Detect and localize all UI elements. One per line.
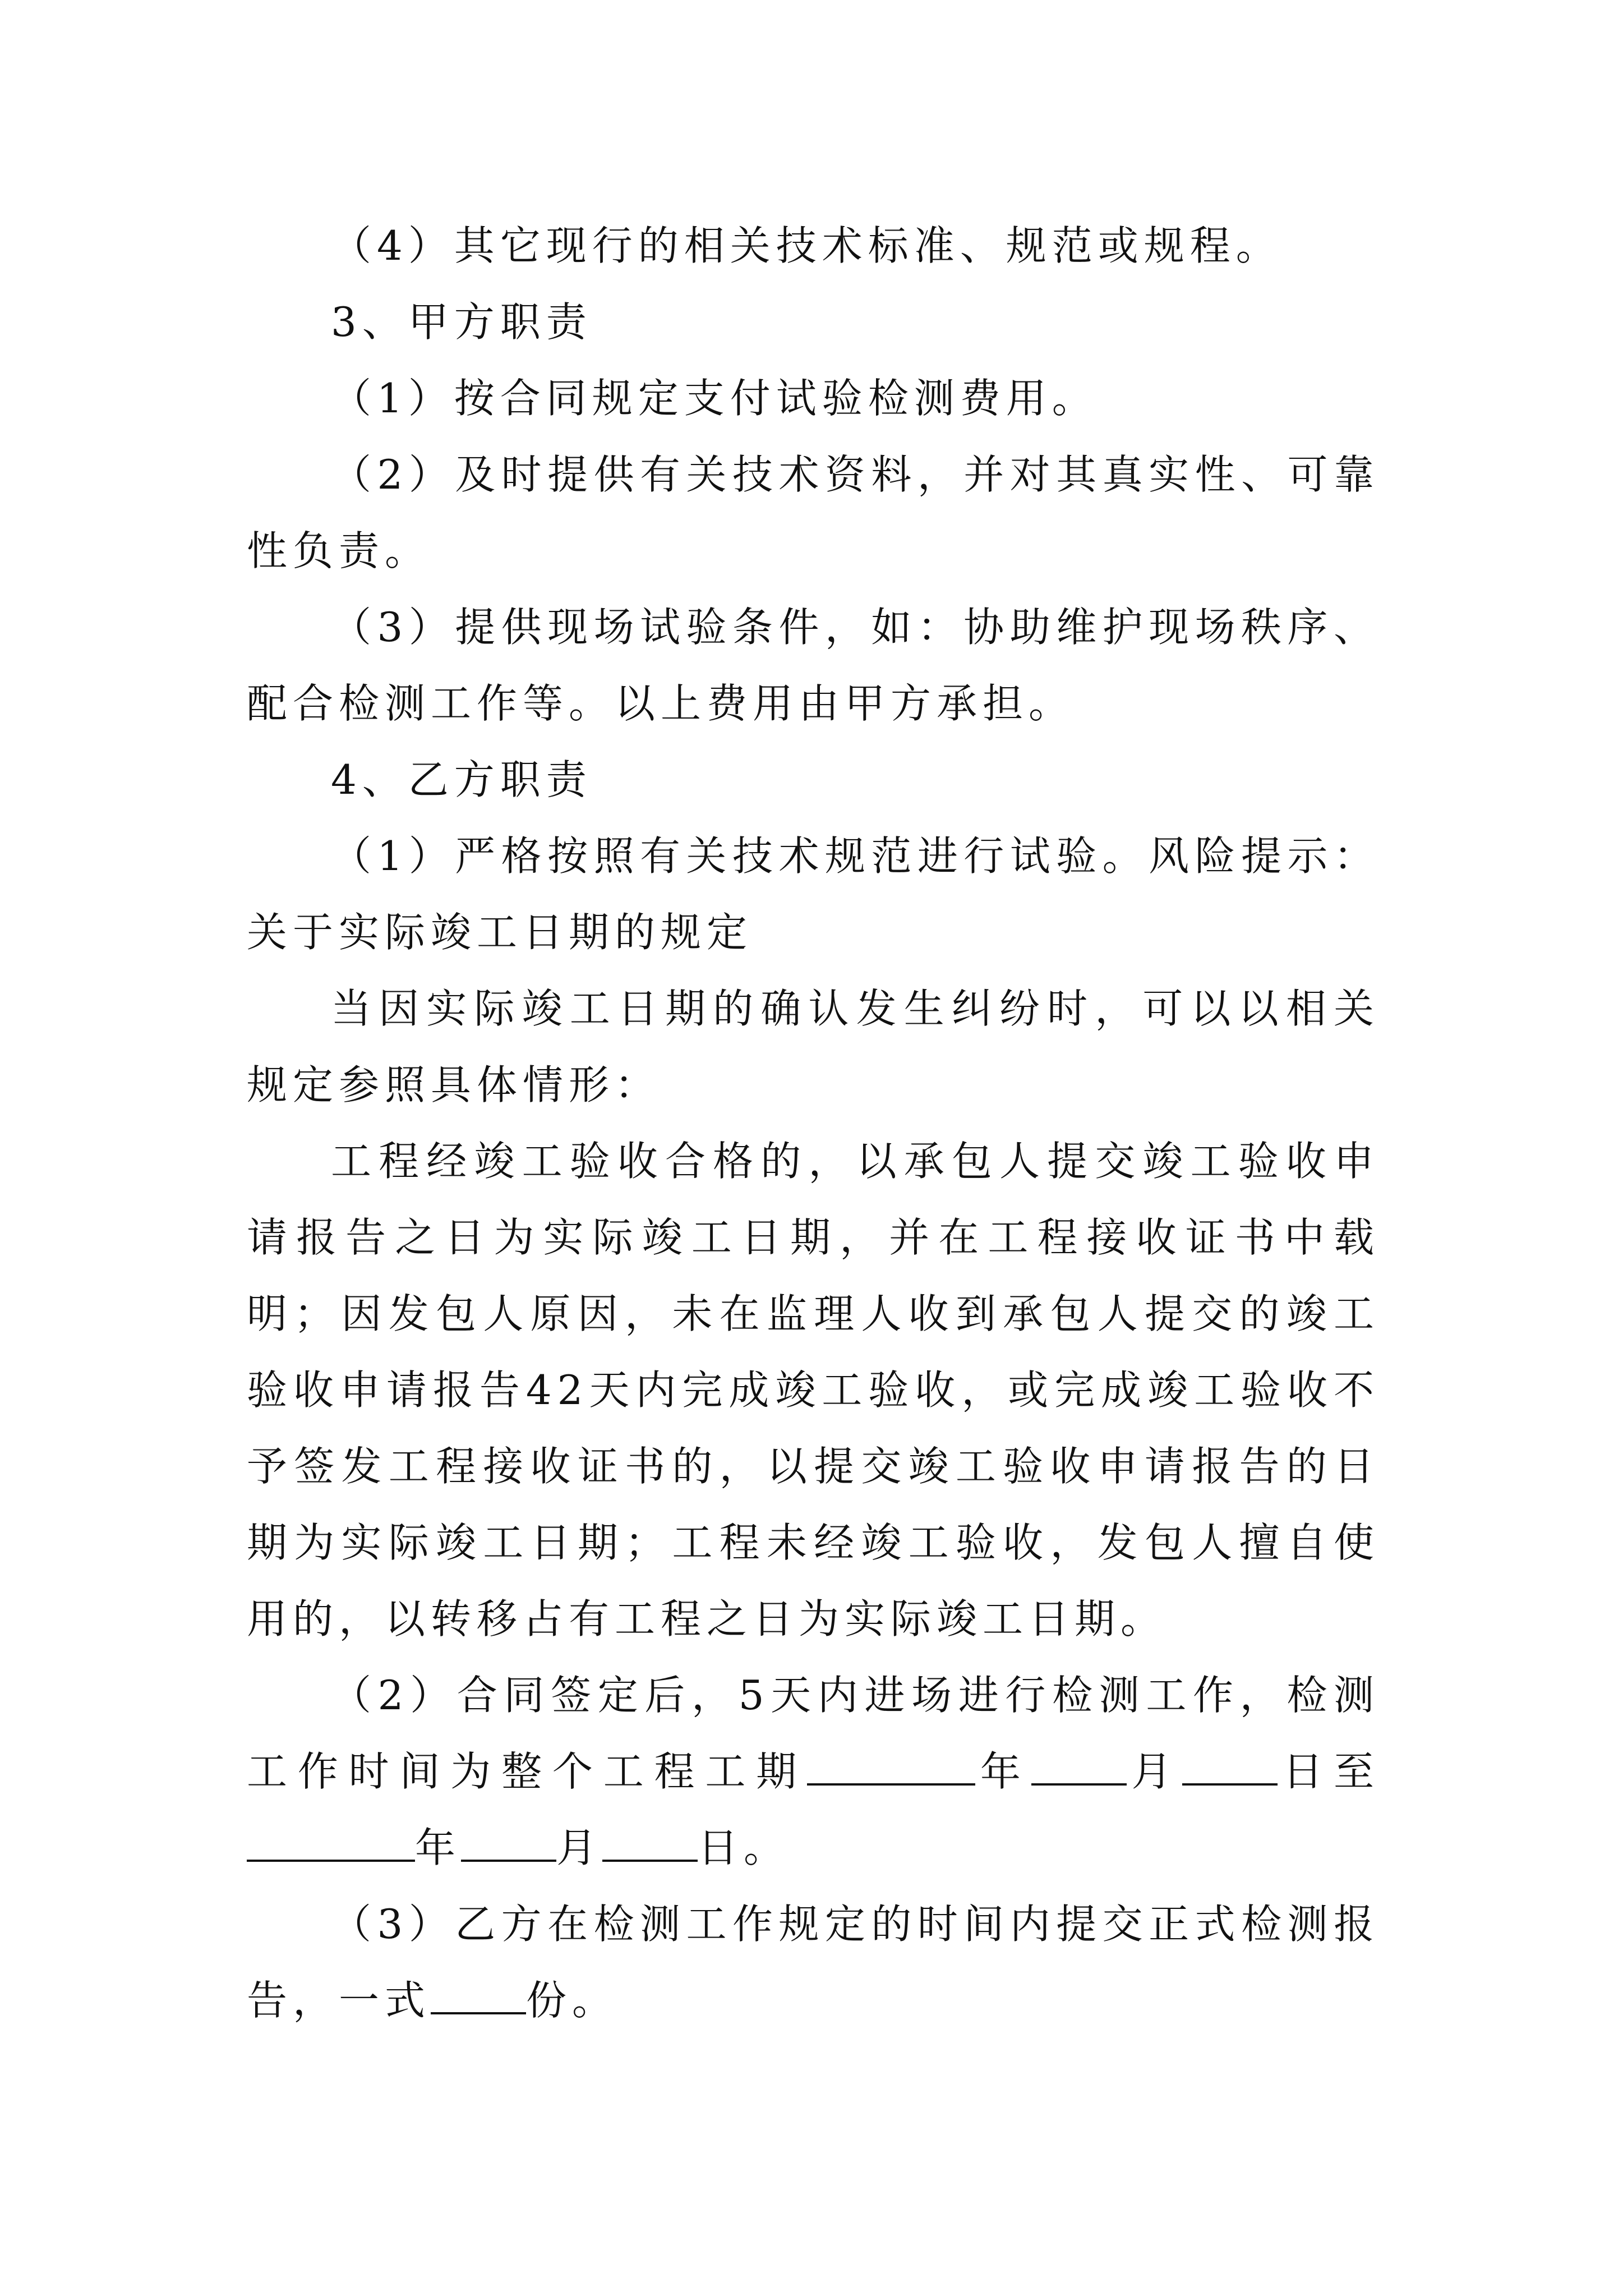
year-label: 年 (975, 1748, 1031, 1795)
day-end-label: 日。 (698, 1824, 790, 1871)
paragraph-party-b-1: （1）严格按照有关技术规范进行试验。风险提示：关于实际竣工日期的规定 (247, 832, 1380, 956)
section-heading-party-a: 3、甲方职责 (331, 298, 592, 346)
copies-label: 份。 (526, 1977, 619, 2024)
day-to-label: 日至 (1278, 1748, 1380, 1795)
paragraph-party-a-3: （3）提供现场试验条件，如：协助维护现场秩序、配合检测工作等。以上费用由甲方承担。 (247, 604, 1380, 727)
party-b-3-text: （3）乙方在检测工作规定的时间内提交正式检测报告，一式 (247, 1901, 1380, 2024)
end-month-blank[interactable] (461, 1820, 556, 1862)
paragraph-dispute-note: 当因实际竣工日期的确认发生纠纷时，可以以相关规定参照具体情形： (247, 985, 1380, 1108)
end-year-blank[interactable] (247, 1820, 415, 1862)
paragraph-party-b-3 (247, 1886, 1380, 2039)
paragraph-completion-date-rules: 工程经竣工验收合格的，以承包人提交竣工验收申请报告之日为实际竣工日期，并在工程接收证书中载明；因发包人原因，未在监理人收到承包人提交的竣工验收申请报告42天内完成竣工验收，或完成竣工验收不予签发工程接收证书的，以提交竣工验收申请报告的日期为实际竣工日期；工程未经竣工验收，发包人擅自使用的，以转移占有工程之日为实际竣工日期。 (247, 1138, 1380, 1642)
start-day-blank[interactable] (1182, 1744, 1278, 1786)
start-year-blank[interactable] (807, 1744, 975, 1786)
paragraph-party-a-2: （2）及时提供有关技术资料，并对其真实性、可靠性负责。 (247, 451, 1380, 574)
section-heading-party-b: 4、乙方职责 (331, 756, 592, 803)
month-label: 月 (1126, 1748, 1183, 1795)
contract-body (247, 208, 1380, 2039)
party-b-2-text: （2）合同签定后，5天内进场进行检测工作，检测工作时间为整个工程工期 (247, 1672, 1380, 1795)
copies-blank[interactable] (431, 1973, 526, 2014)
paragraph-standards: （4）其它现行的相关技术标准、规范或规程。 (331, 222, 1282, 269)
paragraph-party-a-1: （1）按合同规定支付试验检测费用。 (331, 375, 1098, 422)
end-day-blank[interactable] (602, 1820, 698, 1862)
month-label: 月 (556, 1824, 603, 1871)
start-month-blank[interactable] (1031, 1744, 1127, 1786)
year-label: 年 (415, 1824, 462, 1871)
paragraph-party-b-2 (247, 1657, 1380, 1886)
